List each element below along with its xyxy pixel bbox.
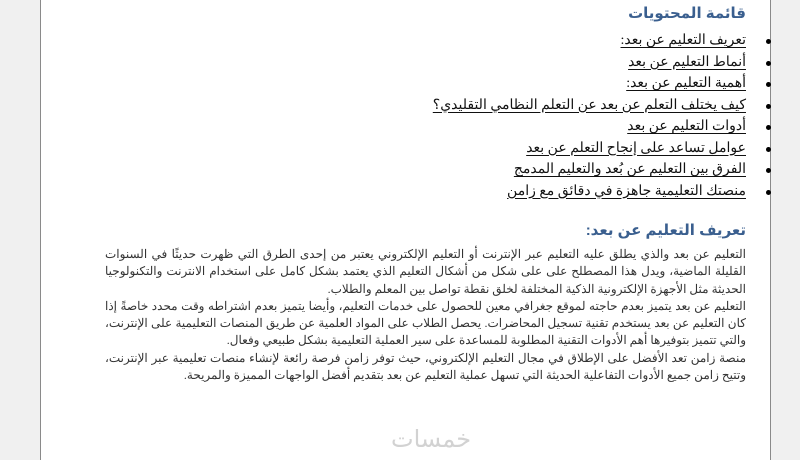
toc-link-patterns[interactable]: أنماط التعليم عن بعد: [628, 54, 746, 70]
bullet-icon: [766, 125, 771, 130]
document-page: [40, 0, 771, 460]
bullet-icon: [766, 61, 771, 66]
bullet-icon: [766, 104, 771, 109]
toc-link-definition[interactable]: تعريف التعليم عن بعد:: [620, 33, 746, 48]
bullet-icon: [766, 82, 771, 87]
toc-link-success-factors[interactable]: عوامل تساعد على إنجاح التعلم عن بعد: [526, 140, 746, 156]
toc-title: قائمة المحتويات: [628, 5, 746, 22]
table-of-contents: [105, 30, 746, 202]
toc-link-tools[interactable]: أدوات التعليم عن بعد: [627, 119, 746, 134]
toc-item: [105, 181, 746, 203]
paragraph-2: التعليم عن بعد يتميز بعدم حاجته لموقع جغرافي معين للحصول على خدمات التعليم، وأيضا يتميز بعدم اشتراطه وقت محدد خاصةً إذا كان التعليم عن بعد يستخدم تقنية تسجيل المحاضرات. يحصل الطلاب على المواد العلمية عن طريق المنصات التعليمية على الإنترنت، والتي تتميز بتوفيرها أهم الأدوات التقنية المطلوبة للمساعدة على سير العملية التعليمية بشكل طبيعي وفعال.: [105, 298, 746, 348]
toc-link-blended[interactable]: الفرق بين التعليم عن بُعد والتعليم المدمج: [513, 162, 746, 177]
toc-item: [105, 159, 746, 181]
toc-link-platform[interactable]: منصتك التعليمية جاهزة في دقائق مع زامن: [507, 183, 746, 199]
toc-link-difference-traditional[interactable]: كيف يختلف التعلم عن بعد عن التعلم النظامي التقليدي؟: [432, 97, 746, 113]
toc-item: [105, 138, 746, 160]
bullet-icon: [766, 168, 771, 173]
toc-item: [105, 95, 746, 117]
paragraph-1: التعليم عن بعد والذي يطلق عليه التعليم عبر الإنترنت أو التعليم الإلكتروني يعتبر من إحدى الطرق التي ظهرت حديثًا في السنوات القليلة الماضية، ويدل هذا المصطلح على على شكل من أشكال التعليم الذي يعتمد بشكل كامل على استخدام الانترنت والتكنولوجيا الحديثة مثل الأجهزة الإلكترونية الذكية المختلفة لخلق نقطة تواصل بين المعلم والطلاب.: [105, 247, 747, 296]
watermark-logo: خمسات: [391, 425, 472, 453]
bullet-icon: [766, 39, 771, 44]
toc-link-importance[interactable]: أهمية التعليم عن بعد:: [626, 76, 746, 91]
toc-item: [105, 116, 746, 138]
toc-item: [105, 73, 746, 95]
bullet-icon: [766, 147, 771, 152]
paragraph-3: منصة زامن تعد الأفضل على الإطلاق في مجال التعليم الإلكتروني، حيث توفر زامن فرصة رائعة لإنشاء منصات تعليمية عبر الإنترنت، وتتيح زامن جميع الأدوات التفاعلية الحديثة التي تسهل عملية التعليم عن بعد بتقديم أفضل الواجهات المميزة والمريحة.: [105, 350, 747, 383]
toc-item: [105, 30, 746, 52]
section-heading: تعريف التعليم عن بعد:: [585, 222, 746, 239]
toc-item: [105, 52, 746, 74]
article-content: [105, 4, 746, 444]
bullet-icon: [766, 190, 771, 195]
